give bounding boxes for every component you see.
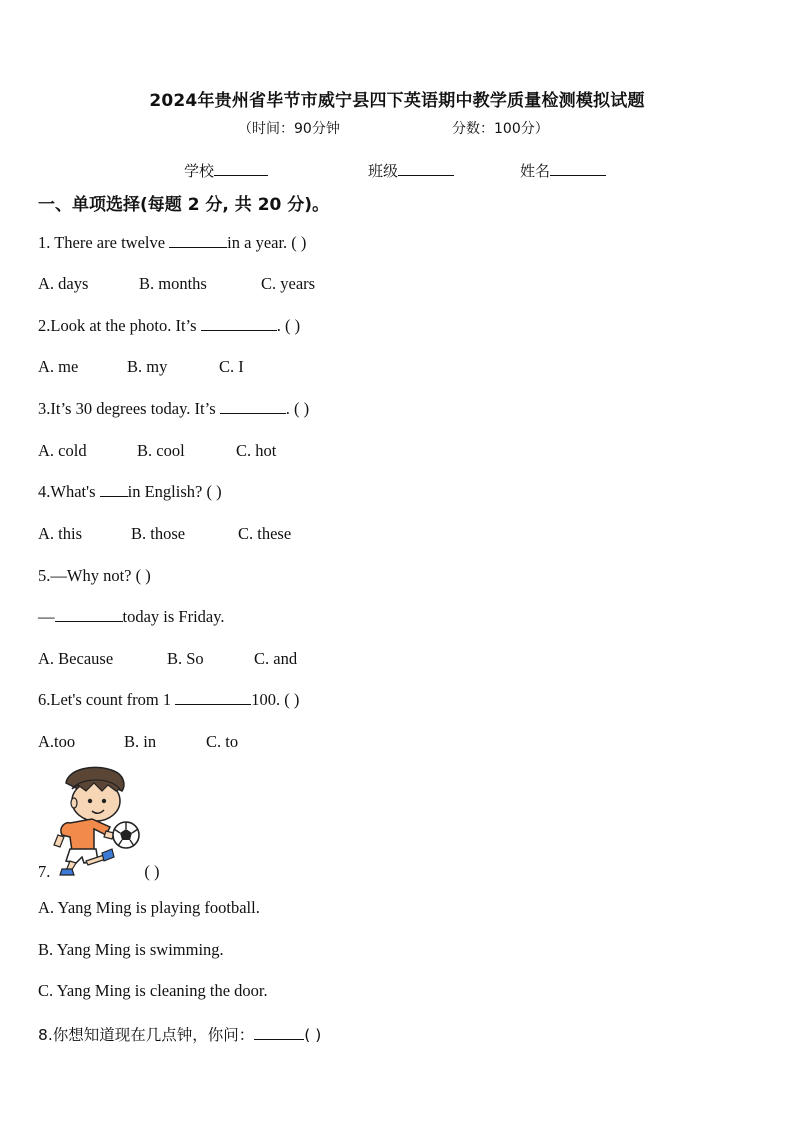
question-text: 1. There are twelve [38,233,170,252]
dash: — [38,607,55,626]
name-label: 姓名 [520,162,551,180]
answer-blank [100,482,128,497]
option: C. years [261,274,316,293]
question-7 [38,862,160,882]
question-text: in a year. ( ) [227,233,307,252]
option-7b: B. Yang Ming is swimming. [38,940,224,959]
name-field [520,160,606,181]
option: B. cool [137,441,185,460]
option: B. those [131,524,186,543]
answer-blank [169,233,227,248]
question-text: 6.Let's count from 1 [38,690,176,709]
question-text: today is Friday. [122,607,225,626]
option: A. Because [38,649,114,668]
options-2 [38,357,244,377]
question-1 [38,233,306,253]
question-6 [38,690,299,710]
shirt [61,819,110,851]
question-text: 2.Look at the photo. It’s [38,316,201,335]
question-text: . ( ) [276,316,301,335]
question-5-reply [38,607,225,627]
option: B. my [127,357,168,376]
options-1 [38,274,315,294]
question-5: 5.—Why not? ( ) [38,566,151,585]
option: C. I [219,357,244,376]
option: C. hot [236,441,277,460]
option: C. these [238,524,292,543]
question-text: 8.你想知道现在几点钟，你问： [38,1026,255,1044]
question-4 [38,482,222,502]
question-text: 3.It’s 30 degrees today. It’s [38,399,220,418]
answer-blank [201,316,277,331]
answer-blank [175,690,251,705]
answer-blank [55,607,123,622]
question-number: 7. [38,862,51,881]
option: C. and [254,649,298,668]
shoe [102,849,114,861]
option: A. days [38,274,89,293]
option-7a: A. Yang Ming is playing football. [38,898,260,917]
school-field [184,160,268,181]
option: C. to [206,732,239,751]
question-2 [38,316,300,336]
football-icon [113,822,139,848]
answer-blank [220,399,286,414]
options-5 [38,649,297,669]
option: B. in [124,732,157,751]
exam-time: （时间：90分钟 [238,121,340,137]
answer-blank [254,1025,304,1040]
school-label: 学校 [184,162,215,180]
class-blank [398,161,454,176]
name-blank [550,161,606,176]
option: B. months [139,274,207,293]
option: A. cold [38,441,87,460]
options-4 [38,524,291,544]
page-title: 2024年贵州省毕节市威宁县四下英语期中教学质量检测模拟试题 [149,91,645,111]
option: B. So [167,649,204,668]
class-field [368,160,454,181]
school-blank [214,161,268,176]
question-8 [38,1023,321,1045]
question-text: . ( ) [285,399,310,418]
question-text: ( ) [304,1026,322,1044]
options-6 [38,732,238,752]
boy-playing-football-illustration [48,765,144,877]
class-label: 班级 [368,162,399,180]
question-3 [38,399,309,419]
option: A. me [38,357,79,376]
question-text: 4.What's [38,482,100,501]
option-7c: C. Yang Ming is cleaning the door. [38,981,268,1000]
exam-score: 分数：100分） [452,121,549,137]
question-text: in English? ( ) [127,482,222,501]
question-text: 100. ( ) [251,690,300,709]
option: A.too [38,732,76,751]
question-text: ( ) [144,862,160,881]
options-3 [38,441,276,461]
section-heading: 一、单项选择(每题 2 分, 共 20 分)。 [38,195,330,215]
option: A. this [38,524,83,543]
